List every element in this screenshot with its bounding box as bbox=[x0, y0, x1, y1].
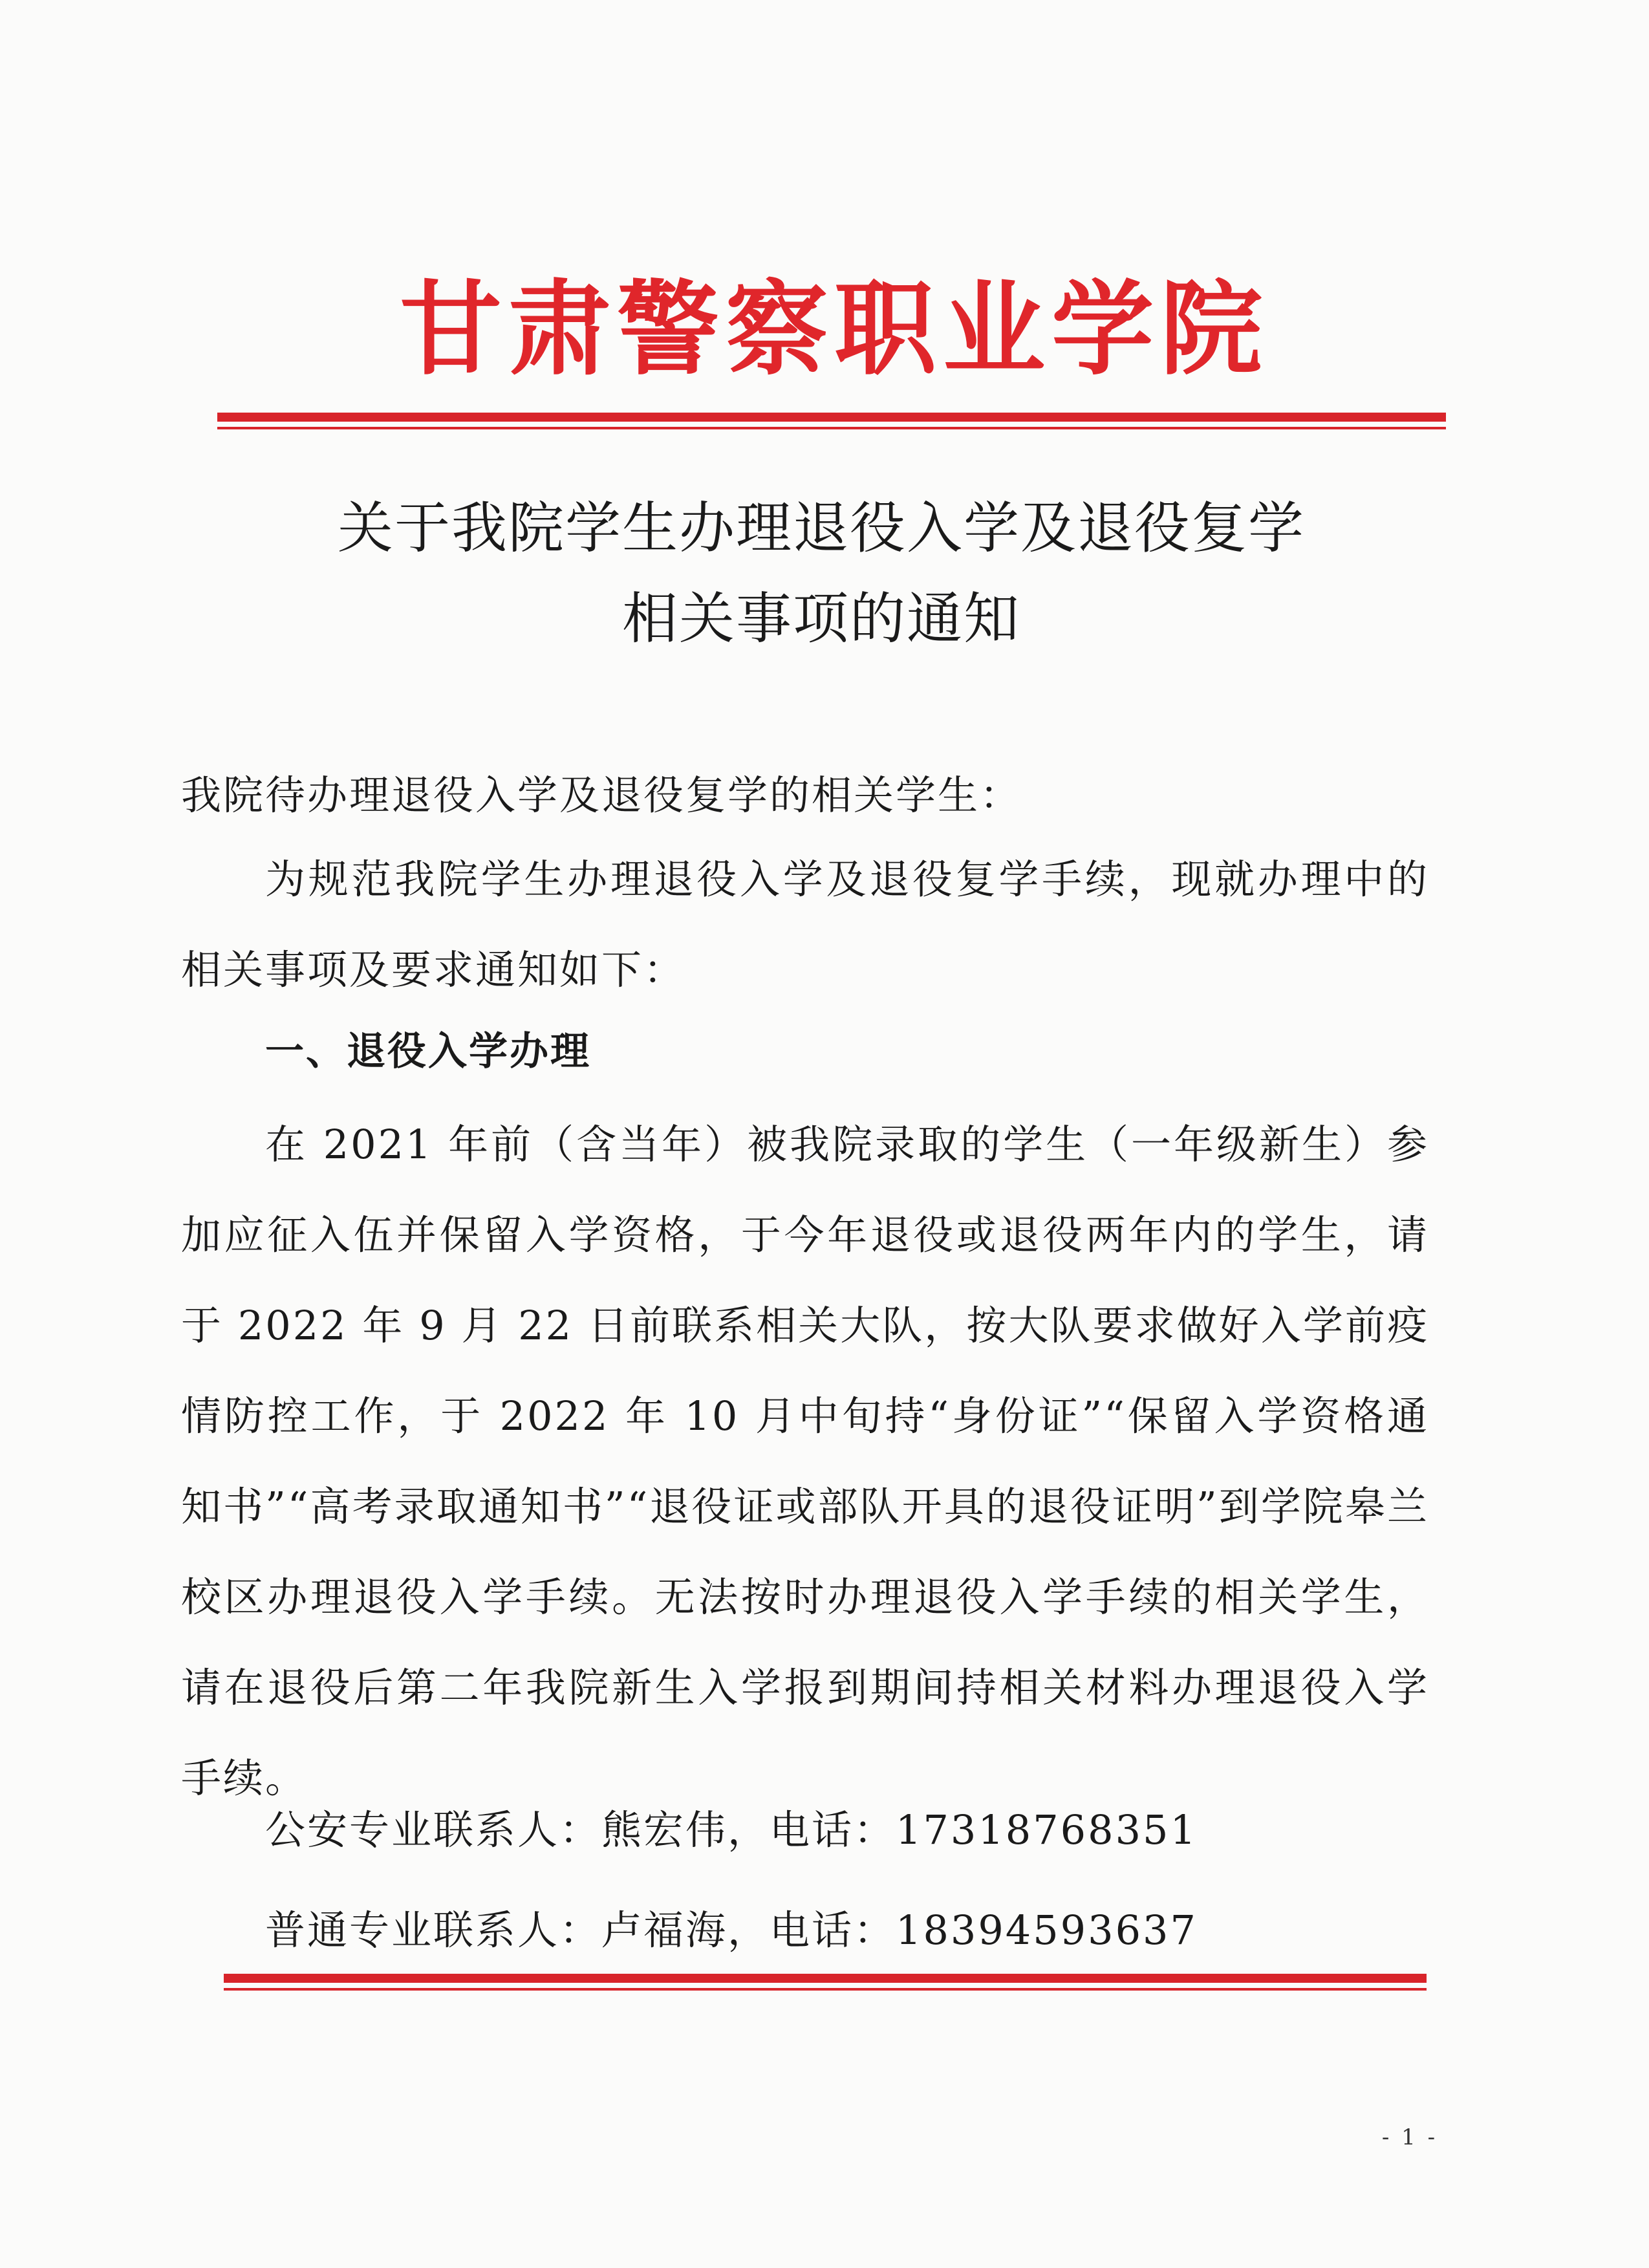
red-rule-top-thick bbox=[217, 413, 1446, 422]
red-rule-top-thin bbox=[217, 427, 1446, 429]
contact-general-major: 普通专业联系人：卢福海，电话：18394593637 bbox=[265, 1906, 1198, 1954]
salutation: 我院待办理退役入学及退役复学的相关学生： bbox=[181, 772, 1022, 819]
red-rule-bottom-thick bbox=[224, 1974, 1427, 1983]
section-1-heading: 一、退役入学办理 bbox=[265, 1029, 591, 1074]
masthead-title: 甘肃警察职业学院 bbox=[400, 270, 1269, 389]
red-rule-bottom-thin bbox=[224, 1988, 1427, 1991]
contact-police-major: 公安专业联系人：熊宏伟，电话：17318768351 bbox=[265, 1806, 1198, 1853]
page-number: - 1 - bbox=[1381, 2124, 1438, 2150]
notice-title-line-1: 关于我院学生办理退役入学及退役复学 bbox=[338, 496, 1305, 561]
section-1-body: 在 2021 年前（含当年）被我院录取的学生（一年级新生）参加应征入伍并保留入学资格，于今年退役或退役两年内的学生，请于 2022 年 9 月 22 日前联系相关大队，按大队要求做好入学前疫情防控工作，于 2022 年 10 月中旬持“身份证”“保留入学资格通知书”“高考录取通知书”“退役证或部队开具的退役证明”到学院皋兰校区办理退役入学手续。无法按时办理退役入学手续的相关学生，请在退役后第二年我院新生入学报到期间持相关材料办理退役入学手续。 bbox=[181, 1121, 1429, 1802]
intro-paragraph: 为规范我院学生办理退役入学及退役复学手续，现就办理中的相关事项及要求通知如下： bbox=[181, 856, 1429, 993]
notice-title-line-2: 相关事项的通知 bbox=[622, 587, 1020, 651]
